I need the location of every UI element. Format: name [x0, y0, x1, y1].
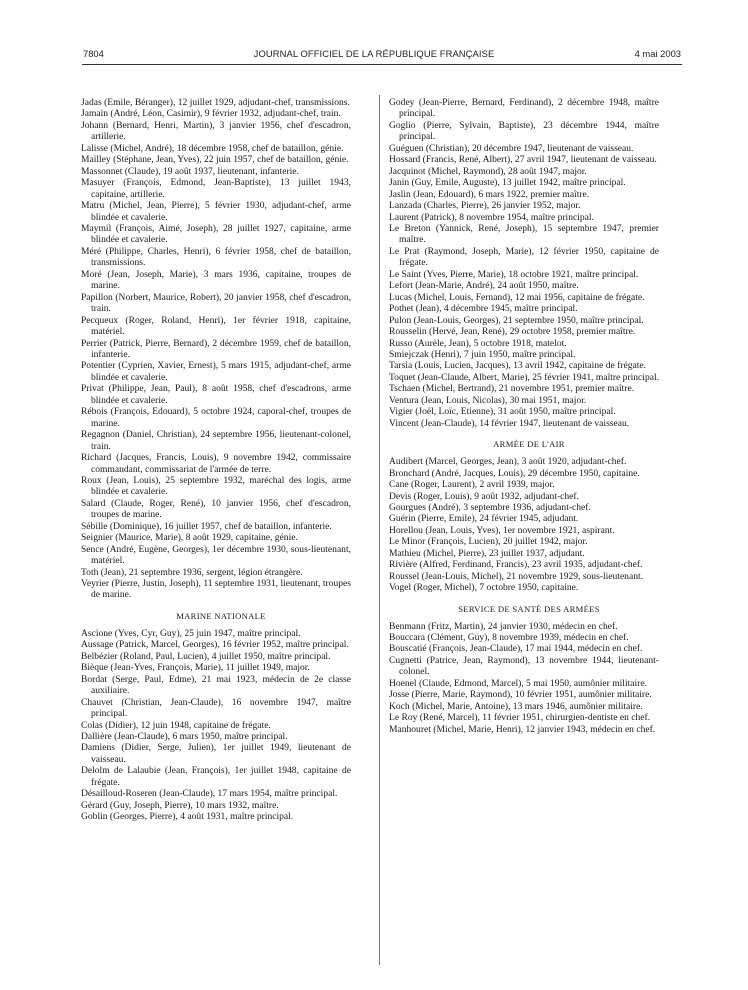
marine-list [81, 628, 351, 823]
list-item: Maymil (François, Aimé, Joseph), 28 juillet 1927, capitaine, arme blindée et cavalerie. [81, 222, 351, 246]
list-item: Jacquinot (Michel, Raymond), 28 août 1947, major. [389, 165, 587, 177]
list-item: Manhouret (Michel, Marie, Henri), 12 janvier 1943, médecin en chef. [389, 723, 656, 735]
list-item: Vogel (Roger, Michel), 7 octobre 1950, capitaine. [389, 582, 579, 594]
list-item: Potentier (Cyprien, Xavier, Ernest), 5 mars 1915, adjudant-chef, arme blindée et cavalerie. [81, 360, 351, 383]
list-item: Godey (Jean-Pierre, Bernard, Ferdinand), 2 décembre 1948, maître principal. [389, 97, 659, 120]
list-item: Toquet (Jean-Claude, Albert, Marie), 25 février 1941, maître principal. [389, 371, 659, 383]
list-item: Josse (Pierre, Marie, Raymond), 10 février 1951, aumônier militaire. [389, 689, 652, 701]
section-heading-marine: MARINE NATIONALE [176, 610, 266, 621]
list-item: Massonnet (Claude), 19 août 1937, lieutenant, infanterie. [81, 165, 299, 177]
right-column [389, 97, 659, 735]
column-divider [379, 95, 380, 965]
list-item: Le Breton (Yannick, René, Joseph), 15 septembre 1947, premier maître. [389, 222, 659, 246]
list-item: Aussage (Patrick, Marcel, Georges), 16 février 1952, maître principal. [81, 639, 349, 651]
list-item: Pothet (Jean), 4 décembre 1945, maître principal. [389, 303, 578, 315]
list-item: Rousselin (Hervé, Jean, René), 29 octobre 1958, premier maître. [389, 326, 636, 338]
list-item: Rivière (Alfred, Ferdinand, Francis), 23 avril 1935, adjudant-chef. [389, 559, 643, 571]
list-item: Laurent (Patrick), 8 novembre 1954, maître principal. [389, 211, 594, 223]
header-rule [82, 64, 682, 65]
list-item: Ventura (Jean, Louis, Nicolas), 30 mai 1951, major. [389, 394, 587, 406]
list-item: Bouscatié (François, Jean-Claude), 17 mai 1944, médecin en chef. [389, 643, 643, 655]
list-item: Delolm de Lalaubie (Jean, François), 1er juillet 1948, capitaine de frégate. [81, 765, 351, 788]
list-item: Jaslin (Jean, Edouard), 6 mars 1922, premier maître. [389, 188, 590, 200]
list-item: Richard (Jacques, Francis, Louis), 9 novembre 1942, commissaire commandant, commissariat de l'armée de terre. [81, 452, 351, 475]
list-item: Jamain (André, Léon, Casimir), 9 février 1932, adjudant-chef, train. [81, 108, 341, 120]
list-item: Masuyer (François, Edmond, Jean-Baptiste), 13 juillet 1943, capitaine, artillerie. [81, 177, 351, 200]
list-item: Regagnon (Daniel, Christian), 24 septembre 1956, lieutenant-colonel, train. [81, 429, 351, 452]
list-item: Benmann (Fritz, Martin), 24 janvier 1930, médecin en chef. [389, 620, 618, 632]
list-item: Smiejczak (Henri), 7 juin 1950, maître principal. [389, 348, 576, 360]
list-item: Moré (Jean, Joseph, Marie), 3 mars 1936, capitaine, troupes de marine. [81, 268, 351, 292]
list-item: Koch (Michel, Marie, Antoine), 13 mars 1946, aumônier militaire. [389, 700, 643, 712]
list-item: Pecqueux (Roger, Roland, Henri), 1er février 1918, capitaine, matériel. [81, 314, 351, 338]
list-item: Tarsia (Louis, Lucien, Jacques), 13 avril 1942, capitaine de frégate. [389, 360, 646, 372]
list-item: Gérard (Guy, Joseph, Pierre), 10 mars 1932, maître. [81, 799, 279, 811]
list-item: Vigier (Joël, Loïc, Etienne), 31 août 1950, maître principal. [389, 406, 616, 418]
section-heading-air: ARMÉE DE L'AIR [493, 439, 565, 450]
list-item: Cugnetti (Patrice, Jean, Raymond), 13 novembre 1944, lieutenant-colonel. [389, 654, 659, 678]
list-item: Sébille (Dominique), 16 juillet 1957, chef de bataillon, infanterie. [81, 520, 332, 532]
list-item: Bouccara (Clément, Guy), 8 novembre 1939, médecin en chef. [389, 632, 629, 644]
list-item: Audibert (Marcel, Georges, Jean), 3 août 1920, adjudant-chef. [389, 456, 627, 468]
section-heading-sante: SERVICE DE SANTÉ DES ARMÉES [458, 603, 600, 614]
list-item: Le Saint (Yves, Pierre, Marie), 18 octobre 1921, maître principal. [389, 268, 639, 280]
list-item: Goglio (Pierre, Sylvain, Baptiste), 23 décembre 1944, maître principal. [389, 119, 659, 143]
list-item: Guérin (Pierre, Emile), 24 février 1945, adjudant. [389, 513, 579, 525]
list-item: Veyrier (Pierre, Justin, Joseph), 11 septembre 1931, lieutenant, troupes de marine. [81, 578, 351, 601]
list-item: Lucas (Michel, Louis, Fernand), 12 mai 1956, capitaine de frégate. [389, 291, 645, 303]
list-item: Russo (Aurèle, Jean), 5 octobre 1918, matelot. [389, 337, 567, 349]
list-item: Le Roy (René, Marcel), 11 février 1951, chirurgien-dentiste en chef. [389, 712, 651, 724]
list-item: Damiens (Didier, Serge, Julien), 1er juillet 1949, lieutenant de vaisseau. [81, 742, 351, 765]
list-item: Le Prat (Raymond, Joseph, Marie), 12 février 1950, capitaine de frégate. [389, 245, 659, 269]
list-item: Rébois (François, Edouard), 5 octobre 1924, caporal-chef, troupes de marine. [81, 406, 351, 429]
army-list [81, 97, 351, 601]
list-item: Lalisse (Michel, André), 18 décembre 1958, chef de bataillon, génie. [81, 142, 344, 154]
list-item: Vincent (Jean-Claude), 14 février 1947, lieutenant de vaisseau. [389, 417, 630, 429]
journal-title: JOURNAL OFFICIEL DE LA RÉPUBLIQUE FRANÇAISE [253, 48, 495, 59]
list-item: Belbézier (Roland, Paul, Lucien), 4 juillet 1950, maître principal. [81, 650, 331, 662]
list-item: Salard (Claude, Roger, René), 10 janvier 1956, chef d'escadron, troupes de marine. [81, 497, 351, 521]
list-item: Sence (André, Eugène, Georges), 1er décembre 1930, sous-lieutenant, matériel. [81, 543, 351, 567]
list-item: Chauvet (Christian, Jean-Claude), 16 novembre 1947, maître principal. [81, 696, 351, 720]
list-item: Johann (Bernard, Henri, Martin), 3 janvier 1956, chef d'escadron, artillerie. [81, 119, 351, 143]
air-force-list [389, 456, 659, 593]
list-item: Mailley (Stéphane, Jean, Yves), 22 juin 1957, chef de bataillon, génie. [81, 154, 349, 166]
list-item: Gourgues (André), 3 septembre 1936, adjudant-chef. [389, 501, 591, 513]
list-item: Le Minor (François, Lucien), 20 juillet 1942, major. [389, 536, 588, 548]
list-item: Horellou (Jean, Louis, Yves), 1er novembre 1921, aspirant. [389, 524, 615, 536]
list-item: Seignier (Maurice, Marie), 8 août 1929, capitaine, génie. [81, 532, 298, 544]
list-item: Colas (Didier), 12 juin 1948, capitaine de frégate. [81, 719, 271, 731]
list-item: Goblin (Georges, Pierre), 4 août 1931, maître principal. [81, 811, 294, 823]
list-item: Perrier (Patrick, Pierre, Bernard), 2 décembre 1959, chef de bataillon, infanterie. [81, 337, 351, 360]
list-item: Lefort (Jean-Marie, André), 24 août 1950, maître. [389, 280, 579, 292]
list-item: Désailloud-Roseren (Jean-Claude), 17 mars 1954, maître principal. [81, 788, 338, 800]
list-item: Bièque (Jean-Yves, François, Marie), 11 juillet 1949, major. [81, 662, 310, 674]
list-item: Matru (Michel, Jean, Pierre), 5 février 1930, adjudant-chef, arme blindée et cavalerie. [81, 200, 351, 223]
list-item: Privat (Philippe, Jean, Paul), 8 août 1958, chef d'escadrons, arme blindée et cavalerie. [81, 383, 351, 406]
marine-list-continued [389, 97, 659, 429]
list-item: Pulon (Jean-Louis, Georges), 21 septembre 1950, maître principal. [389, 314, 644, 326]
page-header [0, 48, 748, 64]
list-item: Papillon (Norbert, Maurice, Robert), 20 janvier 1958, chef d'escadron, train. [81, 291, 351, 315]
page-number: 7804 [83, 48, 104, 59]
list-item: Hossard (Francis, René, Albert), 27 avril 1947, lieutenant de vaisseau. [389, 154, 657, 166]
list-item: Guéguen (Christian), 20 décembre 1947, lieutenant de vaisseau. [389, 142, 634, 154]
list-item: Tschaen (Michel, Bertrand), 21 novembre 1951, premier maître. [389, 383, 635, 395]
list-item: Roux (Jean, Louis), 25 septembre 1932, maréchal des logis, arme blindée et cavalerie. [81, 474, 351, 498]
health-service-list [389, 621, 659, 736]
left-column [81, 97, 351, 823]
list-item: Mathieu (Michel, Pierre), 23 juillet 1937, adjudant. [389, 547, 585, 559]
list-item: Méré (Philippe, Charles, Henri), 6 février 1958, chef de bataillon, transmissions. [81, 245, 351, 269]
list-item: Dallière (Jean-Claude), 6 mars 1950, maître principal. [81, 731, 288, 743]
list-item: Jadas (Emile, Béranger), 12 juillet 1929, adjudant-chef, transmissions. [81, 97, 350, 108]
list-item: Toth (Jean), 21 septembre 1936, sergent, légion étrangère. [81, 566, 303, 578]
list-item: Janin (Guy, Emile, Auguste), 13 juillet 1942, maître principal. [389, 177, 626, 189]
publication-date: 4 mai 2003 [634, 48, 681, 59]
list-item: Devis (Roger, Louis), 9 août 1932, adjudant-chef. [389, 490, 579, 502]
list-item: Ascione (Yves, Cyr, Guy), 25 juin 1947, maître principal. [81, 627, 301, 639]
list-item: Cane (Roger, Laurent), 2 avril 1939, major. [389, 479, 555, 491]
list-item: Roussel (Jean-Louis, Michel), 21 novembre 1929, sous-lieutenant. [389, 570, 644, 582]
list-item: Bronchard (André, Jacques, Louis), 29 décembre 1950, capitaine. [389, 467, 640, 479]
list-item: Lanzada (Charles, Pierre), 26 janvier 1952, major. [389, 200, 581, 212]
list-item: Bordat (Serge, Paul, Edme), 21 mai 1923, médecin de 2e classe auxiliaire. [81, 673, 351, 697]
list-item: Hoenel (Claude, Edmond, Marcel), 5 mai 1950, aumônier militaire. [389, 677, 647, 689]
